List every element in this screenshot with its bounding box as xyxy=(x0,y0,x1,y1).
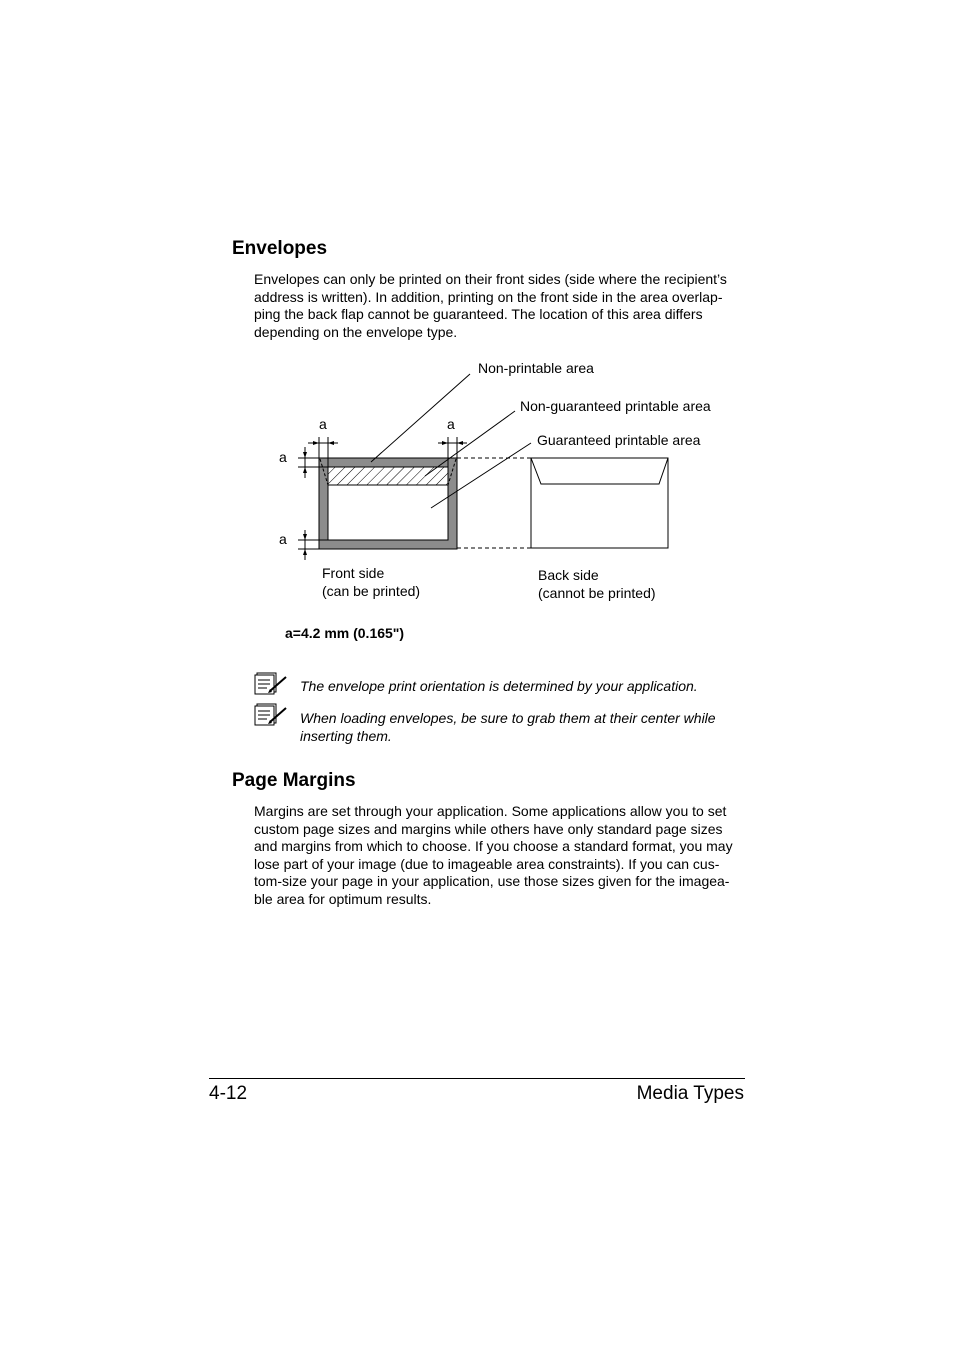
note-pencil-icon xyxy=(254,702,290,726)
dim-arrowhead xyxy=(303,534,307,540)
paragraph-line: ping the back flap cannot be guaranteed. The location of this area differs xyxy=(254,306,703,323)
dimension-formula: a=4.2 mm (0.165") xyxy=(285,625,405,641)
non-guaranteed-hatched-area xyxy=(328,467,448,485)
note-line: The envelope print orientation is determined by your application. xyxy=(300,678,698,694)
dim-arrowhead xyxy=(442,441,448,445)
dim-arrowhead xyxy=(303,549,307,555)
dim-arrowhead xyxy=(303,452,307,458)
paragraph-line: and margins from which to choose. If you choose a standard format, you may xyxy=(254,838,733,855)
paragraph-line: address is written). In addition, printing on the front side in the area overlap- xyxy=(254,288,723,305)
note-line: When loading envelopes, be sure to grab them at their center while xyxy=(300,710,716,726)
dim-arrowhead xyxy=(457,441,463,445)
page-number: 4-12 xyxy=(209,1083,248,1104)
page-margins-paragraph xyxy=(254,803,754,909)
note-icon-1 xyxy=(254,671,290,700)
chapter-title: Media Types xyxy=(636,1083,744,1104)
footer-divider xyxy=(209,1078,745,1079)
front-side-caption xyxy=(322,565,420,600)
back-envelope xyxy=(531,458,668,548)
dim-label-left-bottom: a xyxy=(279,531,287,547)
leader-non-printable xyxy=(371,374,470,462)
note-line: inserting them. xyxy=(300,728,392,744)
note-icon-2 xyxy=(254,702,290,731)
dim-arrowhead xyxy=(313,441,319,445)
envelopes-heading: Envelopes xyxy=(232,238,328,259)
caption-line: Back side xyxy=(538,567,599,583)
dim-label-top-left: a xyxy=(319,416,327,432)
page-margins-heading: Page Margins xyxy=(232,770,356,791)
dim-arrowhead xyxy=(328,441,334,445)
note-text-1 xyxy=(300,677,698,695)
caption-line: Front side xyxy=(322,565,385,581)
dim-label-top-right: a xyxy=(447,416,455,432)
paragraph-line: Envelopes can only be printed on their front sides (side where the recipient’s xyxy=(254,271,727,287)
paragraph-line: depending on the envelope type. xyxy=(254,323,458,340)
caption-line: (can be printed) xyxy=(322,582,421,599)
note-text-2 xyxy=(300,709,716,745)
paragraph-line: lose part of your image (due to imageable area constraints). If you can cus- xyxy=(254,855,720,872)
label-non-printable-area: Non-printable area xyxy=(478,360,594,376)
paragraph-line: ble area for optimum results. xyxy=(254,890,432,907)
label-guaranteed-printable-area: Guaranteed printable area xyxy=(537,432,701,448)
paragraph-line: tom-size your page in your application, use those sizes given for the imagea- xyxy=(254,873,730,890)
paragraph-line: custom page sizes and margins while others have only standard page sizes xyxy=(254,820,723,837)
paragraph-line: Margins are set through your application. Some applications allow you to set xyxy=(254,803,727,819)
caption-line: (cannot be printed) xyxy=(538,584,656,601)
dim-label-left-top: a xyxy=(279,449,287,465)
label-non-guaranteed-printable-area: Non-guaranteed printable area xyxy=(520,398,711,414)
dim-arrowhead xyxy=(303,467,307,473)
note-pencil-icon xyxy=(254,671,290,695)
back-side-caption xyxy=(538,567,656,602)
